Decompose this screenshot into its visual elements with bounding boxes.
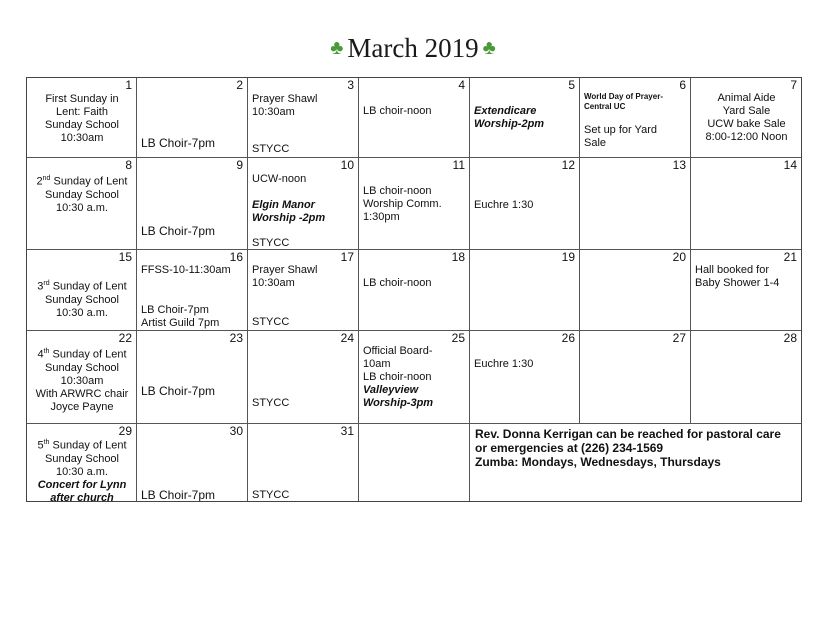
- day-cell-23: [137, 331, 248, 424]
- event-text: 5th Sunday of Lent Sunday School 10:30 a.m. Concert for Lynn after church: [37, 439, 127, 501]
- day-number: 15: [118, 250, 132, 264]
- event-text: LB choir-noon: [363, 105, 432, 117]
- day-number: 9: [236, 158, 243, 172]
- day-cell-6: [580, 78, 691, 158]
- event-text: UCW-noon: [252, 173, 307, 185]
- day-cell-12: [470, 158, 580, 250]
- day-cell-27: [580, 331, 691, 424]
- day-number: 19: [561, 250, 575, 264]
- day-number: 11: [452, 158, 465, 172]
- day-number: 18: [451, 250, 465, 264]
- event-text: Euchre 1:30: [474, 199, 534, 211]
- shamrock-icon: ♣: [330, 37, 344, 59]
- day-number: 6: [679, 78, 686, 92]
- footer-note: Rev. Donna Kerrigan can be reached for pastoral care or emergencies at (226) 234-1569 Zumba: Mondays, Wednesdays, Thursdays: [475, 427, 781, 469]
- day-cell-15: [27, 250, 137, 331]
- day-number: 22: [118, 331, 132, 345]
- event-text: Extendicare Worship-2pm: [474, 105, 545, 130]
- day-cell-3: [248, 78, 359, 158]
- day-cell-2: [137, 78, 248, 158]
- day-cell-30: [137, 424, 248, 501]
- day-number: 8: [125, 158, 132, 172]
- day-number: 24: [340, 331, 354, 345]
- event-text: LB choir-noon Worship Comm. 1:30pm: [363, 185, 442, 223]
- day-number: 23: [229, 331, 243, 345]
- day-cell-13: [580, 158, 691, 250]
- day-cell-20: [580, 250, 691, 331]
- day-cell-25: [359, 331, 470, 424]
- day-cell-5: [470, 78, 580, 158]
- day-cell-10: [248, 158, 359, 250]
- day-cell-21: [691, 250, 801, 331]
- day-cell-31: [248, 424, 359, 501]
- event-text: STYCC: [252, 237, 290, 249]
- day-cell-18: [359, 250, 470, 331]
- page-title: [0, 33, 826, 64]
- day-number: 25: [451, 331, 465, 345]
- day-cell-1: [27, 78, 137, 158]
- day-cell-17: [248, 250, 359, 331]
- month-title: March 2019: [347, 33, 479, 63]
- day-number: 12: [561, 158, 575, 172]
- day-cell-26: [470, 331, 580, 424]
- day-number: 1: [125, 78, 132, 92]
- event-text: Prayer Shawl 10:30am: [252, 93, 318, 118]
- day-cell-14: [691, 158, 801, 250]
- day-number: 3: [347, 78, 354, 92]
- event-text: STYCC: [252, 397, 290, 409]
- day-number: 31: [340, 424, 354, 438]
- day-cell-8: [27, 158, 137, 250]
- event-text: LB Choir-7pm: [141, 488, 216, 501]
- day-number: 5: [568, 78, 575, 92]
- day-number: 30: [229, 424, 243, 438]
- event-text: 2nd Sunday of Lent Sunday School 10:30 a.m.: [36, 175, 128, 214]
- day-number: 16: [229, 250, 243, 264]
- day-number: 20: [672, 250, 686, 264]
- day-cell-4: [359, 78, 470, 158]
- event-text: Hall booked for Baby Shower 1-4: [695, 264, 780, 289]
- day-number: 10: [340, 158, 354, 172]
- event-text: STYCC: [252, 489, 290, 501]
- day-cell-22: [27, 331, 137, 424]
- day-cell-24: [248, 331, 359, 424]
- day-cell-9: [137, 158, 248, 250]
- day-number: 7: [790, 78, 797, 92]
- event-text: STYCC: [252, 316, 290, 328]
- day-number: 13: [672, 158, 686, 172]
- event-text: LB choir-noon: [363, 277, 432, 289]
- day-cell-29: [27, 424, 137, 501]
- event-text: LB Choir-7pm Artist Guild 7pm: [141, 304, 220, 329]
- event-text: Animal Aide Yard Sale UCW bake Sale 8:00-12:00 Noon: [705, 92, 788, 143]
- footer-note-cell: [470, 424, 801, 501]
- day-number: 4: [458, 78, 465, 92]
- day-number: 29: [118, 424, 132, 438]
- event-text: LB Choir-7pm: [141, 384, 216, 398]
- event-text: World Day of Prayer- Central UC: [584, 92, 663, 111]
- day-number: 21: [783, 250, 797, 264]
- event-text: STYCC: [252, 143, 290, 155]
- day-number: 28: [783, 331, 797, 345]
- event-text: FFSS-10-11:30am: [141, 264, 231, 276]
- event-text: 4th Sunday of Lent Sunday School 10:30am With ARWRC chair Joyce Payne: [35, 348, 129, 413]
- day-1-events: First Sunday in Lent: Faith Sunday School 10:30am: [45, 93, 119, 144]
- event-text: Set up for Yard Sale: [584, 124, 657, 149]
- event-text: 3rd Sunday of Lent Sunday School 10:30 a.m.: [37, 280, 127, 319]
- event-text: LB Choir-7pm: [141, 224, 216, 238]
- day-number: 2: [236, 78, 243, 92]
- calendar-grid: [26, 77, 802, 502]
- day-cell-28: [691, 331, 801, 424]
- event-text: Elgin Manor Worship -2pm: [252, 199, 326, 224]
- day-cell-19: [470, 250, 580, 331]
- day-cell-11: [359, 158, 470, 250]
- empty-cell: [359, 424, 470, 501]
- event-text: Prayer Shawl 10:30am: [252, 264, 318, 289]
- event-text: Euchre 1:30: [474, 358, 534, 370]
- event-text: Valleyview Worship-3pm: [363, 384, 434, 409]
- day-cell-16: [137, 250, 248, 331]
- shamrock-icon: ♣: [482, 37, 496, 59]
- day-number: 27: [672, 331, 686, 345]
- event-text: Official Board- 10am LB choir-noon: [363, 345, 433, 383]
- day-number: 26: [561, 331, 575, 345]
- day-number: 17: [340, 250, 354, 264]
- day-cell-7: [691, 78, 801, 158]
- event-text: LB Choir-7pm: [141, 136, 216, 150]
- day-number: 14: [783, 158, 797, 172]
